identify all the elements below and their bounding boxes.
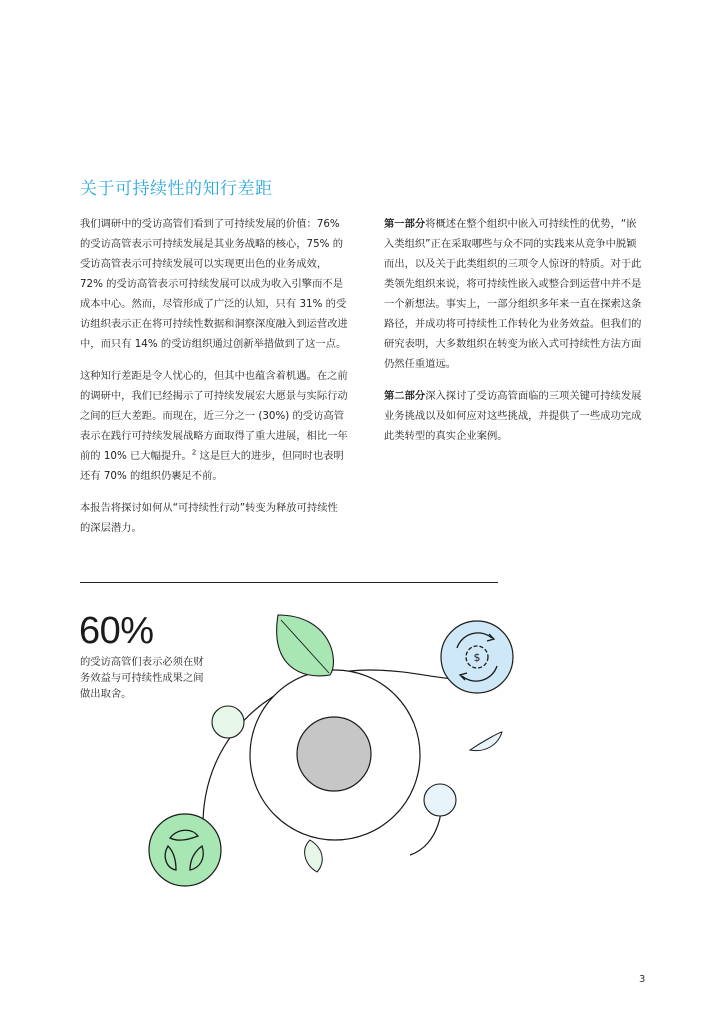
part-two-text: 深入探讨了受访高管面临的三项关键可持续发展业务挑战以及如何应对这些挑战，并提供了一些成功完成此类转型的真实企业案例。: [384, 390, 642, 442]
page-number: 3: [639, 974, 646, 985]
small-circle-left: [212, 706, 244, 738]
left-column: [80, 214, 348, 550]
right-column: [384, 214, 646, 458]
core-circle: [297, 717, 371, 791]
part-one-label: 第一部分: [384, 218, 426, 230]
paragraph-gap: [80, 366, 348, 486]
paragraph-part-two: [384, 386, 646, 446]
leaf-icon: [277, 615, 334, 676]
dollar-gear-cycle-icon: [441, 621, 513, 693]
paragraph-gap-text-2: 这是巨大的进步，但同时也表明还有 70% 的组织仍裹足不前。: [80, 450, 344, 482]
section-divider: [80, 582, 498, 583]
svg-text:$: $: [473, 651, 481, 664]
paragraph-part-one: [384, 214, 646, 374]
part-one-text: 将概述在整个组织中嵌入可持续性的优势，“嵌入类组织”正在采取哪些与众不同的实践来从竞争中脱颖而出，以及关于此类组织的三项令人惊讶的特质。对于此类领先组织来说，将可持续性嵌入或整合到运营中并不是一个新想法。事实上，一部分组织多年来一直在探索这条路径，并成功将可持续性工作转化为业务效益。但我们的研究表明，大多数组织在转变为嵌入式可持续性方法方面仍然任重道远。: [384, 218, 642, 370]
stat-percentage: 60%: [79, 610, 154, 652]
paragraph-gap-text: 这种知行差距是令人忧心的，但其中也蕴含着机遇。在之前的调研中，我们已经揭示了可持续发展宏大愿景与实际行动之间的巨大差距。而现在，近三分之一 (30%) 的受访高管表示在践行可持续发展战略方面取得了重大进展，相比一年前的 10% 已大幅提升。: [80, 370, 348, 462]
section-heading: 关于可持续性的知行差距: [80, 179, 273, 199]
paragraph-report-scope: 本报告将探讨如何从“可持续性行动”转变为释放可持续性的深层潜力。: [80, 502, 338, 534]
small-leaf-bottom: [305, 840, 323, 872]
paragraph-values: 我们调研中的受访高管们看到了可持续发展的价值：76% 的受访高管表示可持续发展是其业务战略的核心，75% 的受访高管表示可持续发展可以实现更出色的业务成效，72% 的受访高管表示可持续发展可以成为收入引擎而不是成本中心。然而，尽管形成了广泛的认知，只有 31% 的受访组织表示正在将可持续性数据和洞察深度融入到运营改进中，而只有 14% 的受访组织通过创新举措做到了这一点。: [80, 218, 348, 350]
small-circle-right: [424, 784, 456, 816]
blue-leaf-right: [470, 732, 502, 751]
stat-description: 的受访高管们表示必须在财务效益与可持续性成果之间做出取舍。: [80, 656, 204, 700]
part-two-label: 第二部分: [384, 390, 426, 402]
recycle-leaves-icon: [149, 814, 221, 886]
footnote-ref[interactable]: 2: [191, 448, 197, 457]
